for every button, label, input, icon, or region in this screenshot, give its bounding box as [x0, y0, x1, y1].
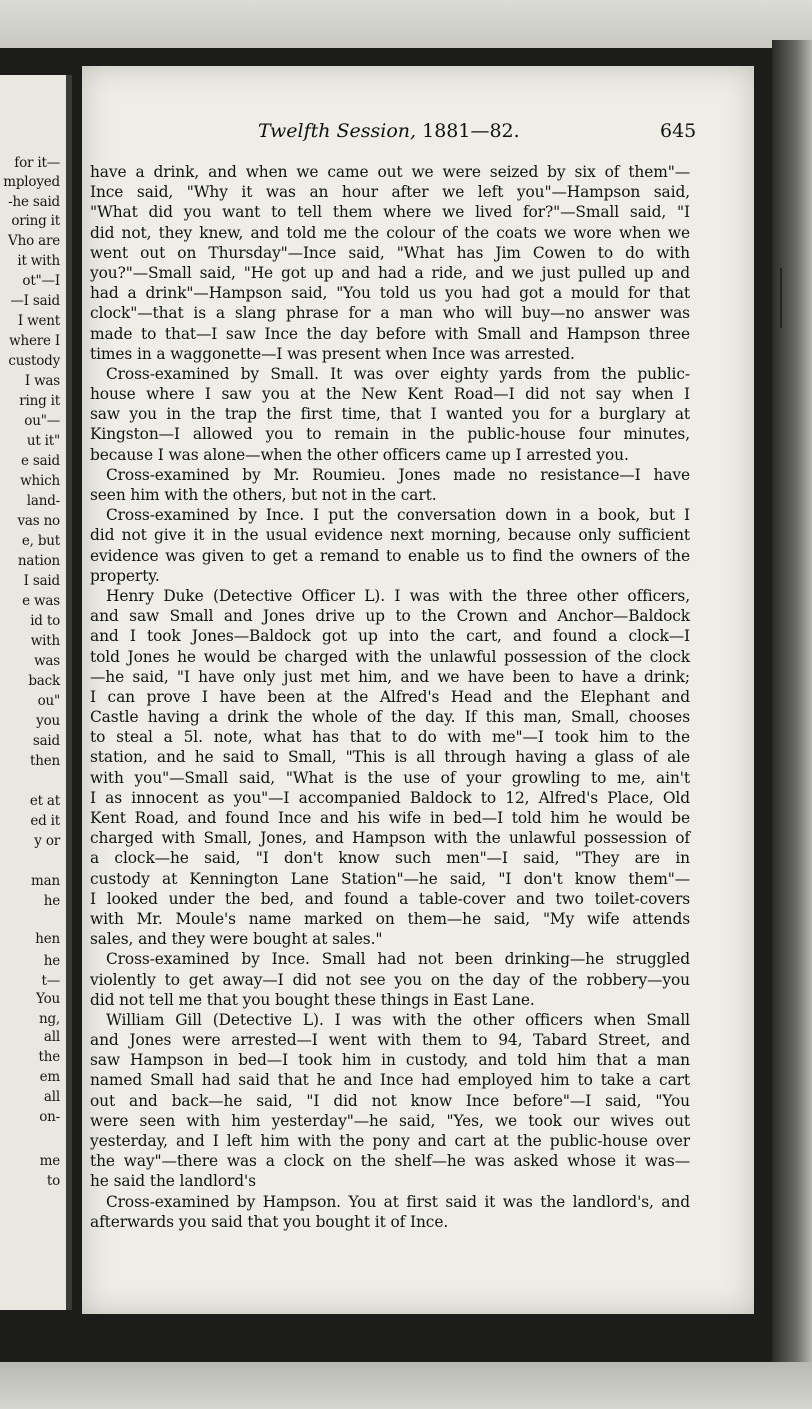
text-line: Cross-examined by Small. It was over eighty yards from the public- — [106, 364, 690, 383]
text-line: have a drink, and when we came out we were seized by six of them"— — [90, 163, 690, 181]
text-line: went out on Thursday"—Ince said, "What has Jim Cowen to do with — [90, 243, 690, 262]
left-page-fragment: e said — [20, 453, 60, 469]
running-head — [258, 120, 520, 142]
text-line: violently to get away—I did not see you on the day of the robbery—you — [90, 970, 690, 989]
left-page-fragment: vas no — [17, 513, 60, 529]
left-page-fragment: he — [43, 953, 60, 969]
text-line: told Jones he would be charged with the unlawful possession of the clock — [90, 647, 690, 666]
text-line: with you"—Small said, "What is the use of your growling to me, ain't — [90, 768, 690, 787]
text-line: and Jones were arrested—I went with them to 94, Tabard Street, and — [90, 1031, 690, 1050]
text-line: I looked under the bed, and found a table-cover and two toilet-covers — [90, 889, 690, 908]
left-page-fragment: ou"— — [24, 413, 60, 429]
left-page-fragment: e, but — [21, 533, 60, 549]
left-page-fragment: et at — [29, 793, 60, 809]
left-page-fragment: ng, — [38, 1011, 60, 1027]
left-page-fragment: with — [30, 633, 60, 649]
left-page-fragment: em — [39, 1069, 60, 1085]
text-line: named Small had said that he and Ince had employed him to take a cart — [90, 1071, 690, 1090]
left-page-fragment: me — [39, 1153, 60, 1169]
text-line: seen him with the others, but not in the cart. — [90, 486, 437, 504]
text-line: he said the landlord's — [90, 1172, 256, 1191]
left-page-fragment: t— — [41, 973, 60, 989]
text-line: afterwards you said that you bought it of Ince. — [90, 1212, 449, 1231]
text-line: out and back—he said, "I did not know Ince before"—I said, "You — [90, 1091, 690, 1110]
text-line: did not give it in the usual evidence next morning, because only sufficient — [90, 526, 690, 545]
left-page-fragment: to — [46, 1173, 60, 1189]
text-line: "What did you want to tell them where we lived for?"—Small said, "I — [90, 203, 690, 222]
left-page-fragment: -he said — [8, 194, 60, 210]
text-line: Cross-examined by Ince. I put the conversation down in a book, but I — [106, 506, 690, 525]
left-page-fragment: it with — [17, 253, 60, 269]
left-page-fragment: ring it — [19, 393, 60, 409]
left-page-fragment: I said — [23, 573, 60, 589]
left-page-fragment: ed it — [30, 813, 60, 829]
left-page-fragment: custody — [8, 353, 60, 369]
book-right-edge — [772, 40, 812, 1380]
left-page-fragment: on- — [39, 1109, 60, 1125]
text-line: the way"—there was a clock on the shelf—he was asked whose it was— — [90, 1152, 690, 1171]
left-page-fragment: he — [43, 893, 60, 909]
left-page-fragment: id to — [30, 613, 60, 629]
text-line: charged with Small, Jones, and Hampson with the unlawful possession of — [90, 829, 690, 848]
text-line: sales, and they were bought at sales." — [90, 930, 383, 949]
text-line: made to that—I saw Ince the day before with Small and Hampson three — [90, 324, 690, 343]
left-page-fragment: where I — [9, 333, 60, 349]
text-line: —he said, "I have only just met him, and we have been to have a drink; — [90, 667, 690, 686]
text-line: times in a waggonette—I was present when Ince was arrested. — [90, 344, 575, 363]
text-line: Castle having a drink the whole of the day. If this man, Small, chooses — [90, 708, 690, 727]
text-line: evidence was given to get a remand to enable us to find the owners of the — [90, 546, 690, 565]
text-line: I as innocent as you"—I accompanied Baldock to 12, Alfred's Place, Old — [90, 788, 690, 807]
text-line: clock"—that is a slang phrase for a man who will buy—no answer was — [90, 304, 690, 323]
book-page — [82, 66, 754, 1314]
left-page-fragment: I went — [17, 313, 60, 329]
text-line: were seen with him yesterday"—he said, "Yes, we took our wives out — [90, 1111, 690, 1130]
text-line: station, and he said to Small, "This is all through having a glass of ale — [90, 748, 690, 767]
left-page-fragment: ou" — [37, 693, 60, 709]
running-head-years: 1881—82. — [416, 120, 520, 142]
text-line: saw Hampson in bed—I took him in custody, and told him that a man — [90, 1051, 690, 1070]
text-line: and I took Jones—Baldock got up into the cart, and found a clock—I — [90, 627, 690, 646]
running-head-session: Twelfth Session, — [258, 120, 417, 142]
left-page-fragment: all — [43, 1089, 60, 1105]
text-line: you?"—Small said, "He got up and had a ride, and we just pulled up and — [90, 263, 690, 282]
text-line: Kent Road, and found Ince and his wife in bed—I told him he would be — [90, 809, 690, 827]
text-line: because I was alone—when the other officers came up I arrested you. — [90, 445, 629, 464]
text-line: Kingston—I allowed you to remain in the public-house four minutes, — [90, 425, 690, 444]
text-line: Cross-examined by Ince. Small had not been drinking—he struggled — [106, 950, 690, 969]
text-line: Cross-examined by Hampson. You at first said it was the landlord's, and — [106, 1192, 690, 1211]
left-page-fragment: —I said — [10, 293, 60, 309]
left-page-fragment: man — [31, 873, 60, 889]
text-line: a clock—he said, "I don't know such men"—I said, "They are in — [90, 849, 690, 868]
left-page-fragment: all — [43, 1029, 60, 1045]
left-page-fragment: back — [28, 673, 60, 689]
text-line: custody at Kennington Lane Station"—he said, "I don't know them"— — [90, 869, 690, 888]
left-page-fragment: y or — [34, 833, 60, 849]
scanner-top-strip — [0, 0, 812, 48]
text-line: with Mr. Moule's name marked on them—he said, "My wife attends — [90, 909, 690, 928]
left-page-fragment: oring it — [11, 213, 60, 229]
text-line: house where I saw you at the New Kent Road—I did not say when I — [90, 385, 690, 404]
text-line: and saw Small and Jones drive up to the Crown and Anchor—Baldock — [90, 607, 690, 626]
left-page-fragment: then — [29, 753, 60, 769]
left-page-fragment: land- — [26, 493, 60, 509]
page-body-text — [90, 162, 690, 1232]
text-line: I can prove I have been at the Alfred's Head and the Elephant and — [90, 687, 690, 706]
left-page-fragment: nation — [17, 553, 60, 569]
left-page-fragment: the — [38, 1049, 60, 1065]
left-page-fragment: was — [34, 653, 60, 669]
left-page-fragment: mployed — [3, 174, 60, 190]
page-number: 645 — [660, 120, 697, 142]
text-line: William Gill (Detective L). I was with the other officers when Small — [106, 1010, 690, 1029]
scanner-bottom-strip — [0, 1362, 812, 1409]
left-page-fragment: ut it" — [26, 433, 60, 449]
left-page-fragment: Vho are — [8, 233, 60, 249]
left-page-fragment: hen — [35, 931, 60, 947]
text-line: did not tell me that you bought these things in East Lane. — [90, 990, 535, 1009]
text-line: Ince said, "Why it was an hour after we left you"—Hampson said, — [90, 183, 690, 202]
page-header — [82, 120, 754, 146]
left-page-fragment: you — [36, 713, 60, 729]
left-page-fragment: for it— — [14, 155, 60, 171]
text-line: saw you in the trap the first time, that I wanted you for a burglary at — [90, 405, 690, 424]
left-page-fragment: which — [20, 473, 60, 489]
text-line: yesterday, and I left him with the pony and cart at the public-house over — [90, 1132, 690, 1150]
left-facing-page — [0, 75, 72, 1310]
text-line: did not, they knew, and told me the colour of the coats we wore when we — [90, 223, 690, 242]
text-line: Cross-examined by Mr. Roumieu. Jones made no resistance—I have — [106, 465, 690, 484]
left-page-fragment: You — [36, 991, 60, 1007]
text-line: to steal a 5l. note, what has that to do with me"—I took him to the — [90, 728, 690, 747]
left-page-fragment: I was — [24, 373, 60, 389]
left-page-fragment: said — [32, 733, 60, 749]
left-page-fragment: ot"—I — [22, 273, 60, 289]
text-line: property. — [90, 566, 160, 585]
left-page-fragment: e was — [22, 593, 60, 609]
text-line: Henry Duke (Detective Officer L). I was with the three other officers, — [106, 586, 690, 605]
text-line: had a drink"—Hampson said, "You told us you had got a mould for that — [90, 284, 690, 303]
margin-pencil-mark — [780, 268, 782, 328]
